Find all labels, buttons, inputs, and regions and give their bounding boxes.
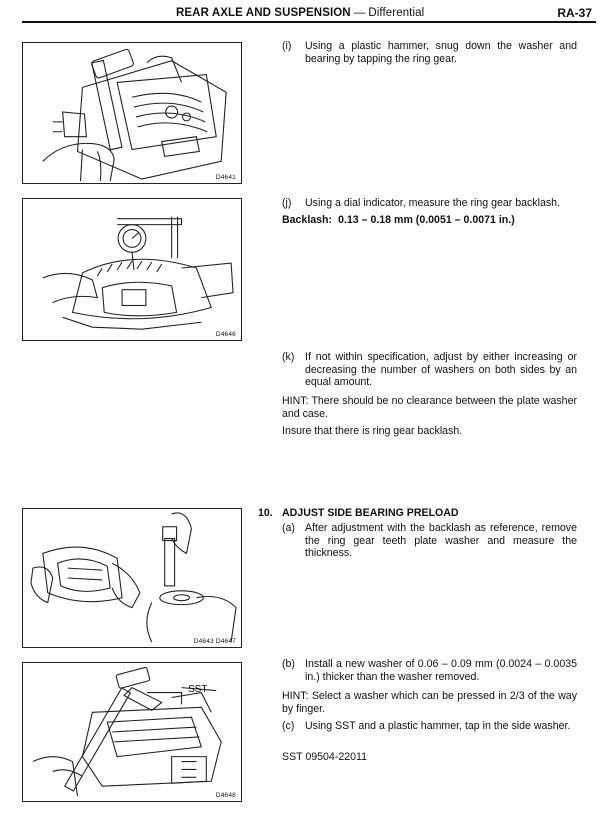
step-b: [282, 658, 577, 683]
backlash-value: 0.13 – 0.18 mm (0.0051 – 0.0071 in.): [338, 214, 515, 226]
figure-code: D4643 D4647: [193, 638, 236, 645]
section-number: 10.: [258, 507, 273, 519]
step-a-text: After adjustment with the backlash as reference, remove the ring gear teeth plate washer and measure the thickness.: [305, 522, 577, 560]
step-i: [282, 40, 577, 65]
section-title: ADJUST SIDE BEARING PRELOAD: [282, 507, 459, 519]
step-j-text: Using a dial indicator, measure the ring gear backlash.: [305, 197, 560, 209]
page-number: RA-37: [557, 6, 592, 20]
step-a: [282, 522, 577, 560]
page-header: [22, 5, 596, 23]
header-section-title: REAR AXLE AND SUSPENSION: [176, 7, 351, 19]
sst-part-number: SST 09504-22011: [282, 751, 368, 763]
step-c-text: Using SST and a plastic hammer, tap in the side washer.: [305, 720, 571, 732]
figure-code: D4648: [215, 792, 236, 799]
step-c: [282, 720, 577, 733]
dial-indicator-backlash-illustration: [23, 199, 241, 340]
figure-washer-measure: [22, 508, 242, 648]
step-i-label: (i): [282, 40, 292, 52]
step-j-label: (j): [282, 197, 292, 209]
sst-callout: SST: [188, 684, 208, 695]
step-i-text: Using a plastic hammer, snug down the washer and bearing by tapping the ring gear.: [305, 40, 577, 65]
figure-code: D4646: [215, 331, 236, 338]
step-c-label: (c): [282, 720, 295, 732]
header-title: [176, 7, 424, 19]
hint-select-washer: HINT: Select a washer which can be pressed in 2/3 of the way by finger.: [282, 690, 577, 715]
insure-backlash-note: Insure that there is ring gear backlash.: [282, 425, 463, 437]
backlash-spec: [282, 214, 582, 227]
figure-hammer-ring-gear: [22, 42, 242, 184]
step-j: [282, 197, 577, 210]
backlash-label: Backlash:: [282, 214, 333, 226]
step-b-label: (b): [282, 658, 295, 670]
header-subtitle: Differential: [368, 7, 425, 19]
step-b-text: Install a new washer of 0.06 – 0.09 mm (0.0024 – 0.0035 in.) thicker than the washer removed.: [305, 658, 577, 683]
figure-sst-install: [22, 662, 242, 802]
step-k-label: (k): [282, 351, 295, 363]
micrometer-washer-illustration: [23, 509, 241, 647]
sst-washer-install-illustration: [23, 663, 241, 801]
figure-dial-indicator: [22, 198, 242, 341]
section-10-heading: [258, 507, 459, 520]
step-k: [282, 351, 577, 389]
step-a-label: (a): [282, 522, 295, 534]
hammer-tapping-ring-gear-illustration: [23, 43, 241, 183]
step-k-text: If not within specification, adjust by either increasing or decreasing the number of washers on both sides by an equal amount.: [305, 351, 577, 389]
hint-plate-washer: HINT: There should be no clearance between the plate washer and case.: [282, 395, 577, 420]
figure-code: D4641: [215, 174, 236, 181]
header-dash: —: [353, 7, 366, 19]
